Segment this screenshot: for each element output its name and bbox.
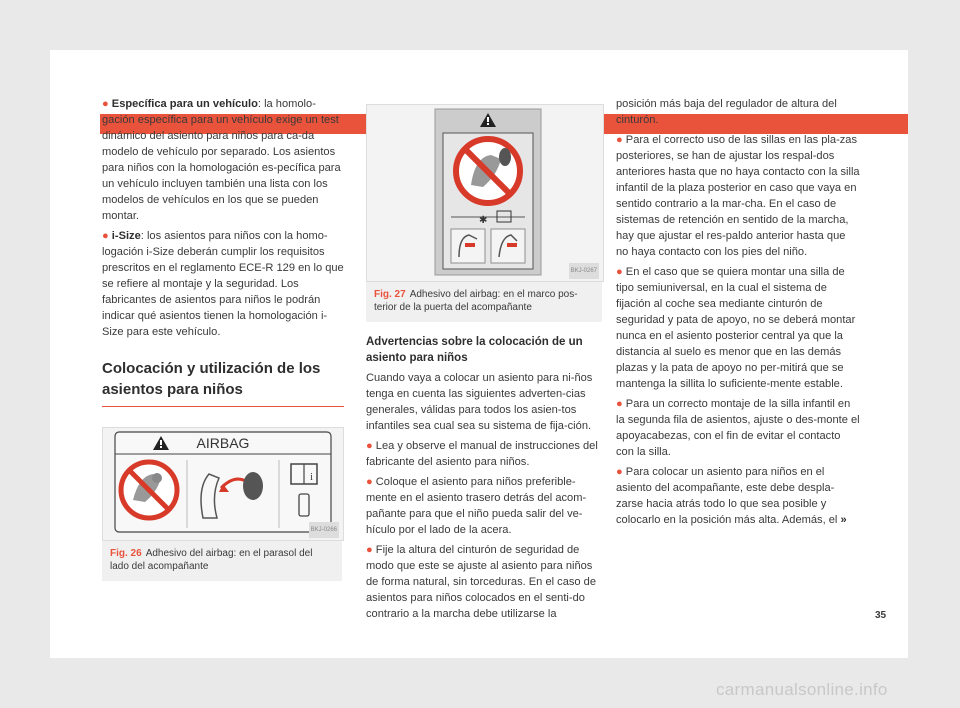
- bullet-icon: ●: [616, 398, 626, 410]
- caption-text: Adhesivo del airbag: en el parasol del lado del acompañante: [110, 548, 313, 572]
- bullet-icon: ●: [366, 440, 376, 452]
- figure-caption: [366, 282, 602, 322]
- document-page: [50, 50, 908, 658]
- figure-number: Fig. 26: [110, 548, 142, 559]
- forward-facing-seat-icon: [491, 229, 525, 263]
- figure-27: [366, 104, 604, 282]
- continue-arrow-icon: »: [840, 514, 847, 526]
- rear-facing-seat-icon: [451, 229, 485, 263]
- list-item: [616, 132, 860, 260]
- bullet-icon: ●: [102, 230, 112, 242]
- bullet-icon: ●: [366, 476, 376, 488]
- list-item: [616, 264, 860, 392]
- watermark-logo: carmanualsonline.info: [716, 680, 888, 699]
- caption-text: Adhesivo del airbag: en el marco pos-terior de la puerta del acompañante: [374, 289, 578, 313]
- no-rear-facing-seat-icon: [456, 139, 520, 203]
- list-item-text: Para un correcto montaje de la silla infantil en la segunda fila de asientos, ajuste o des-monte el apoyacabezas, con el fin de evitar el contacto con la silla.: [616, 398, 860, 458]
- section-title: Colocación y utilización de los asientos para niños: [102, 360, 321, 398]
- airbag-label: AIRBAG: [196, 435, 250, 451]
- airbag-door-frame-label-illustration: [367, 105, 603, 281]
- term: i-Size: [111, 230, 141, 242]
- figure-code: BKJ-0267: [569, 263, 599, 279]
- list-item-text: Coloque el asiento para niños preferible-mente en el asiento trasero detrás del acom-pañante para que el niño pueda salir del ve-hículo por el lado de la acera.: [366, 476, 587, 536]
- bullet-icon: ●: [616, 266, 626, 278]
- list-item-text: Lea y observe el manual de instrucciones del fabricante del asiento para niños.: [366, 440, 598, 468]
- subheading: Advertencias sobre la colocación de un asiento para niños: [366, 336, 583, 364]
- paragraph: posición más baja del regulador de altura del cinturón.: [616, 98, 837, 126]
- list-item-text: Para el correcto uso de las sillas en las pla-zas posteriores, se han de ajustar los respal-dos anteriores hasta que no haya contacto con la silla infantil de la plaza posterior en caso que vaya en sentido contrario a la mar-cha. En el caso de sistemas de retención en sentido de la marcha, hay que ajustar el res-paldo anterior hasta que no haya contacto con los pies del niño.: [616, 134, 860, 258]
- figure-caption: [102, 541, 342, 581]
- term: Específica para un vehículo: [111, 98, 258, 110]
- svg-text:i: i: [310, 471, 314, 483]
- page-number: 35: [875, 610, 887, 621]
- list-item: [366, 474, 604, 538]
- figure-number: Fig. 27: [374, 289, 406, 300]
- figure-26: [102, 427, 344, 541]
- list-item: [102, 228, 344, 340]
- figure-code: BKJ-0266: [309, 522, 339, 538]
- list-item: [102, 96, 344, 224]
- paragraph-text: : los asientos para niños con la homo-logación i-Size deberán cumplir los requisitos prescritos en el reglamento ECE-R 129 en lo que se refiere al montaje y la seguridad. Los fabricantes de asientos para niños le podrán indicar qué asientos tienen la homologación i-Size para este vehículo.: [102, 230, 344, 338]
- column-left: [102, 96, 344, 581]
- bullet-icon: ●: [616, 466, 626, 478]
- list-item: [616, 396, 860, 460]
- list-item-text: En el caso que se quiera montar una silla de tipo semiuniversal, en la cual el sistema de fijación al coche sea mediante cinturón de seguridad y pata de apoyo, no se deberá montar nunca en el asiento posterior central ya que la distancia al suelo es menor que en las demás plazas y la pata de apoyo no per-mitirá que se mantenga la sillita lo suficiente-mente estable.: [616, 266, 856, 390]
- list-item: [366, 542, 604, 622]
- airbag-sunvisor-label-illustration: [103, 428, 343, 540]
- column-middle: [366, 104, 604, 626]
- svg-text:✱: ✱: [479, 215, 488, 226]
- list-item: [616, 464, 860, 528]
- bullet-icon: ●: [616, 134, 626, 146]
- list-item-text: Para colocar un asiento para niños en el asiento del acompañante, este debe despla-zarse hacia atrás todo lo que sea posible y colocarlo en la posición más alta. Además, el: [616, 466, 838, 526]
- paragraph-text: : la homolo-gación específica para un vehículo exige un test dinámico del asiento para niños para ca-da modelo de vehículo por separado. Los asientos para niños con la homologación es-pecífica para un vehículo incluyen también una lista con los modelos de vehículos en los que se pueden montar.: [102, 98, 341, 222]
- no-rear-facing-seat-icon: [121, 462, 177, 518]
- list-item: [366, 438, 604, 470]
- bullet-icon: ●: [366, 544, 376, 556]
- bullet-icon: ●: [102, 98, 112, 110]
- column-right: [616, 96, 860, 532]
- section-divider: [102, 406, 344, 407]
- paragraph: Cuando vaya a colocar un asiento para ni-ños tenga en cuenta las siguientes adverten-cias generales, válidas para todos los asien-tos infantiles sea cual sea su sistema de fija-ción.: [366, 372, 593, 432]
- list-item-text: Fije la altura del cinturón de seguridad de modo que este se ajuste al asiento para niños de forma natural, sin torceduras. En el caso de asientos para niños colocados en el senti-do contrario a la marcha debe utilizarse la: [366, 544, 597, 620]
